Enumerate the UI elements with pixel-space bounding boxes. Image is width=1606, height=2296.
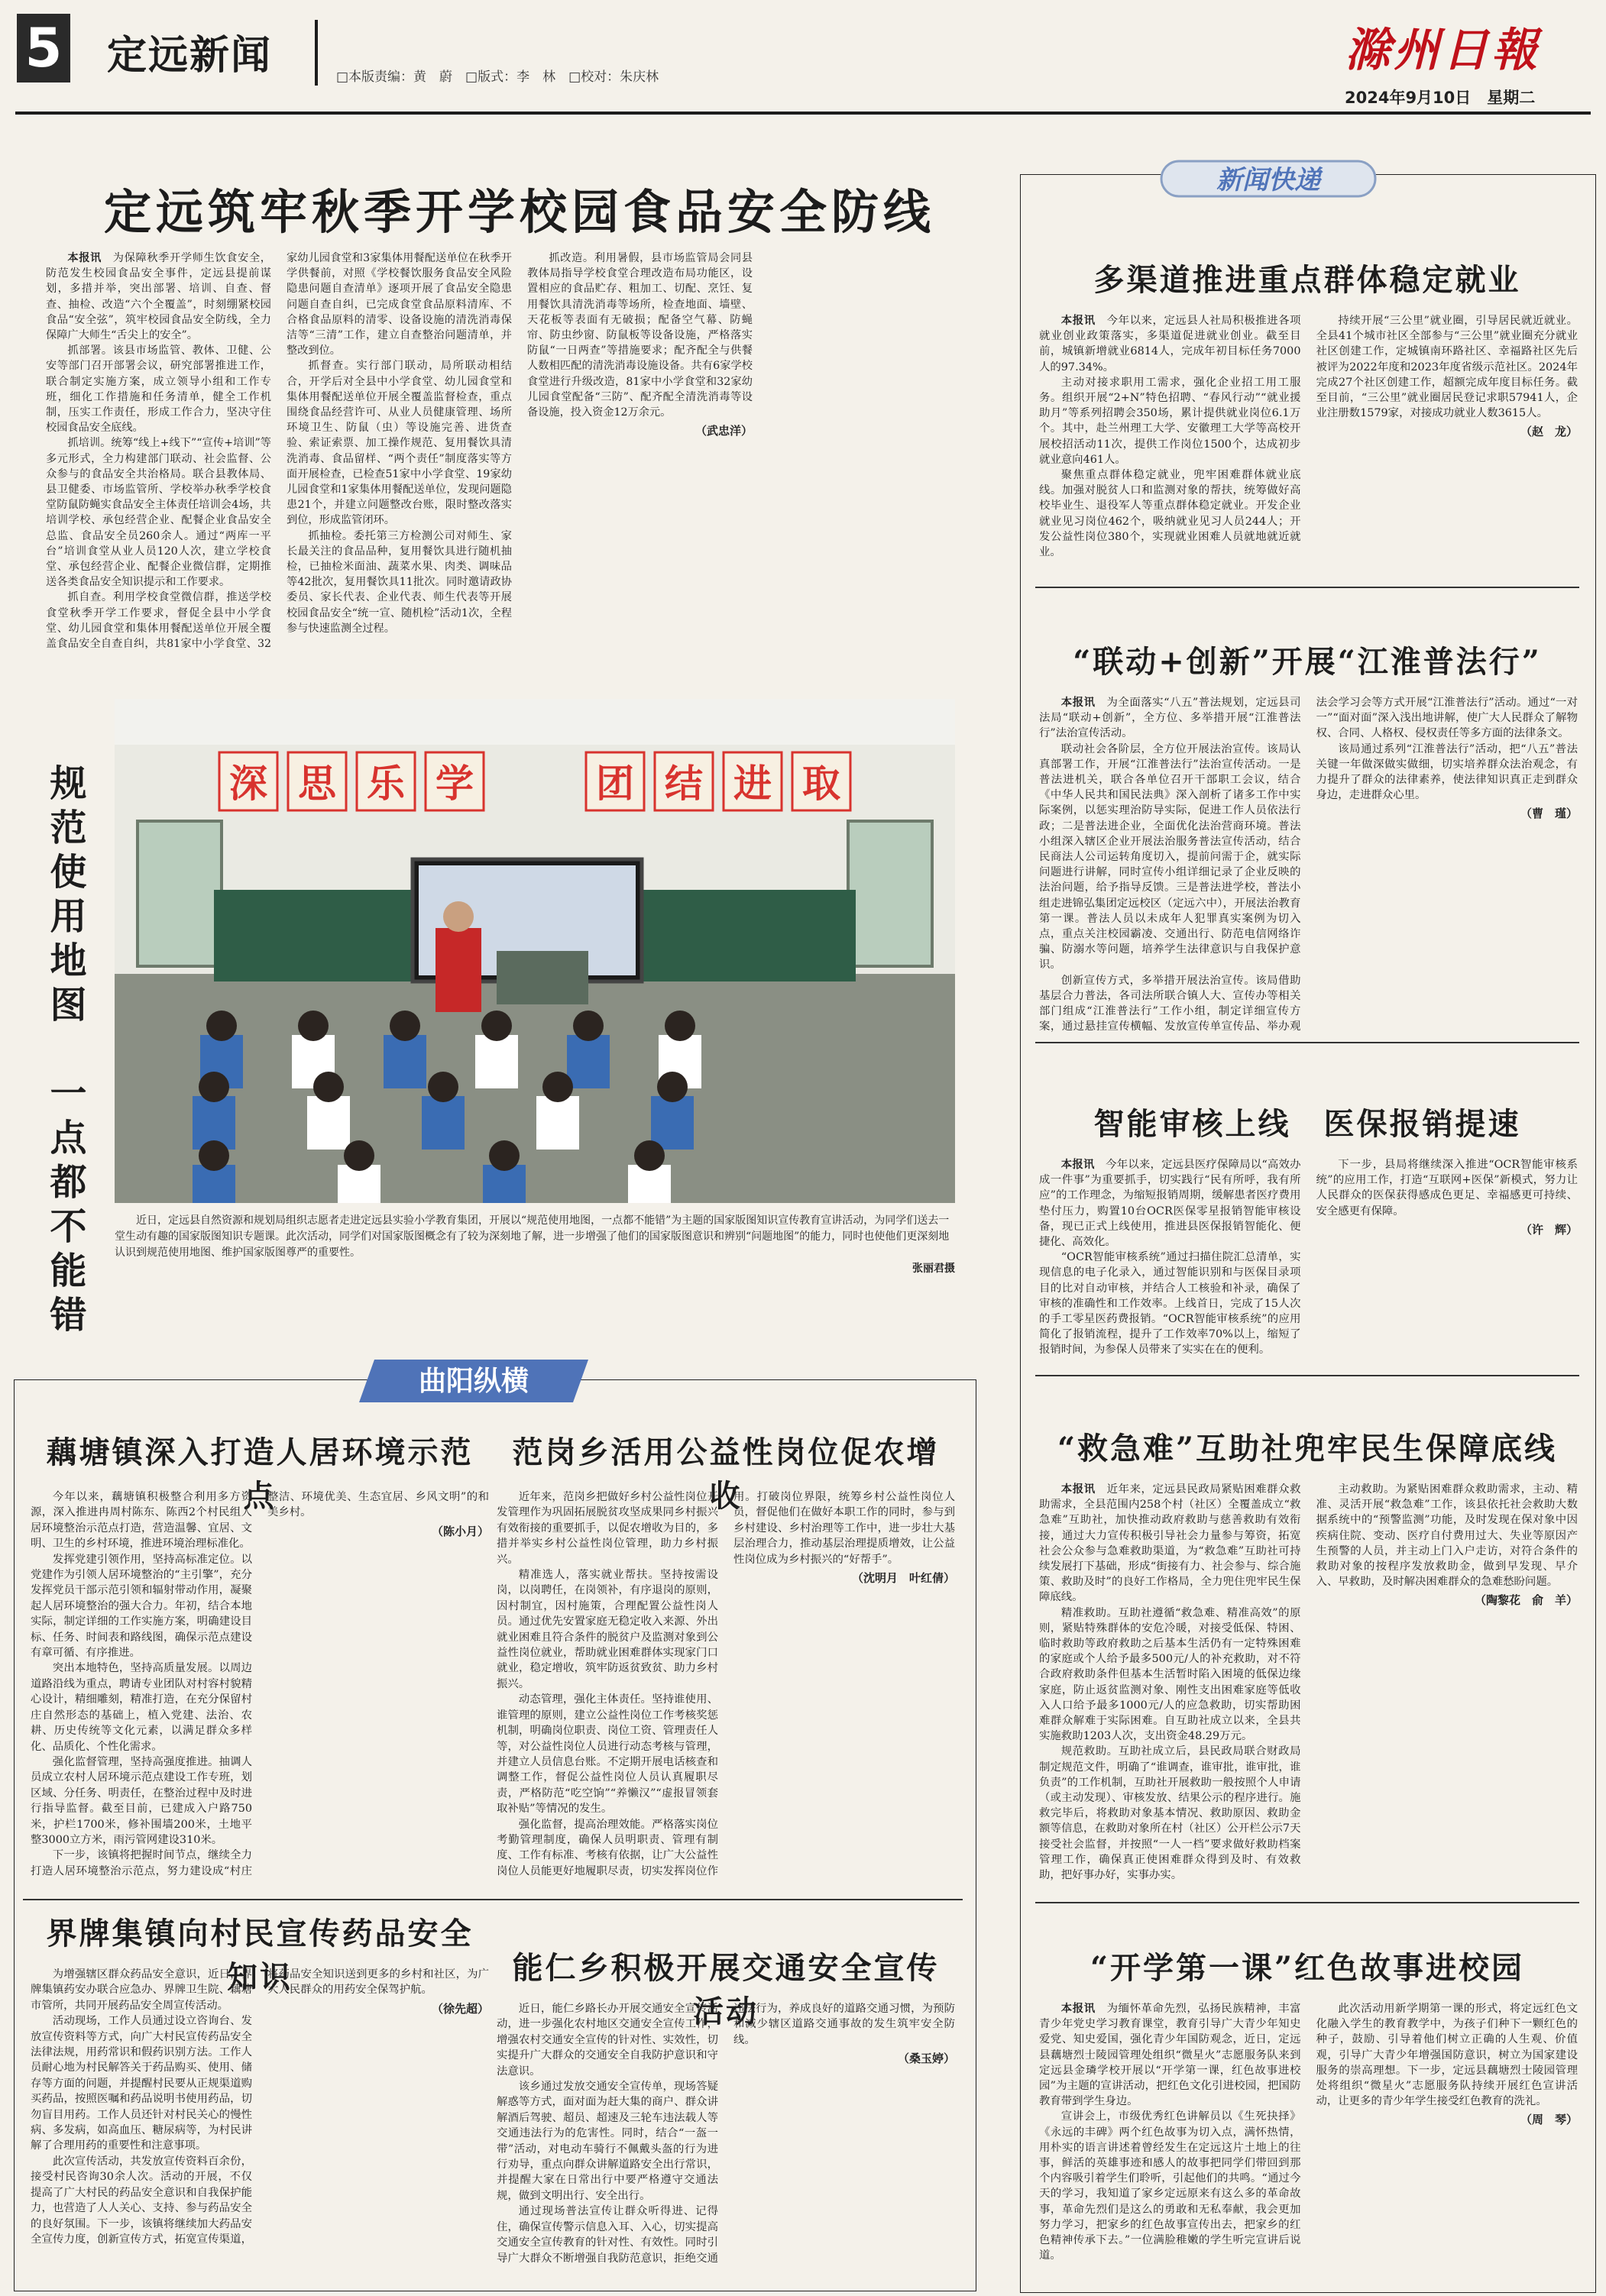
banner-character: 团: [596, 761, 634, 806]
student-figure: [307, 1096, 350, 1150]
quyang-article-2-body: 近年来，范岗乡把做好乡村公益性岗位开发管理作为巩固拓展脱贫攻坚成果同乡村振兴有效衔接的重要抓手，以促农增收为目的，多措并举实乡村公益性岗位管理，助力乡村振兴。 精准选人，落实就业帮扶。坚持按需设岗，以岗聘任，在岗领补，有序退岗的原则，因村制宜，因村施策，合理配置公益性岗人员。通过优先安置家庭无稳定收入来源、外出就业困难且符合条件的脱贫户及监测对象到公益性岗位就业，帮助就业困难群体实现家门口就业，稳定增收，筑牢防返贫致贫、助力乡村振兴。 动态管理，强化主体责任。坚持谁使用、谁管理的原则，建立公益性岗位工作考核奖惩机制，明确岗位职责、岗位工资、管理责任人等，对公益性岗位人员进行动态考核与管理，并建立人员信息台账。不定期开展电话核查和调整工作，督促公益性岗位人员认真履职尽责，严格防范“吃空饷”“养懒汉”“虚报冒领套取补贴”等情况的发生。 强化监督，提高治理效能。严格落实岗位考勤管理制度，确保人员明职责、管理有制度、工作有标准、考核有依据，让广大公益性岗位人员能更好地履职尽责，切实发挥岗位作用。打破岗位界限，统筹乡村公益性岗位人员，督促他们在做好本职工作的同时，参与到乡村建设、乡村治理等工作中，进一步壮大基层治理合力，推动基层治理提质增效，让公益性岗位成为乡村振兴的“好帮手”。 （沈明月 叶红倩）: [497, 1491, 955, 1877]
nf-divider-4: [1035, 1902, 1579, 1903]
student-head: [199, 1140, 229, 1171]
student-head: [206, 1011, 237, 1041]
student-figure: [384, 1035, 426, 1088]
student-head: [428, 1072, 458, 1102]
quyang-article-2-byline: （沈明月 叶红倩）: [851, 1571, 955, 1586]
quyang-article-3-body: 为增强辖区群众药品安全意识，近日，界牌集镇药安办联合应急办、界牌卫生院、藕塘市管所，共同开展药品安全周宣传活动。 活动现场，工作人员通过设立咨询台、发放宣传资料等方式，向广大村民宣传药品安全法律法规，用药常识和假药识别方法。工作人员耐心地为村民解答关于药品购买、使用、储存等方面的问题，并提醒村民要从正规渠道购买药品，按照医嘱和药品说明书使用药品，切勿盲目用药。工作人员还针对村民关心的慢性病、多发病，如高血压、糖尿病等，为村民讲解了合理用药的重要性和注意事项。 此次宣传活动，共发放宣传资料百余份，接受村民咨询30余人次。活动的开展，不仅提高了广大村民的药品安全意识和自我保护能力，也营造了人人关心、支持、参与药品安全的良好氛围。下一步，该镇将继续加大药品安全宣传力度，创新宣传方式，拓宽宣传渠道，将药品安全知识送到更多的乡村和社区，为广大人民群众的用药安全保驾护航。 （徐先超）: [31, 1968, 489, 2246]
banner-character: 取: [802, 761, 840, 806]
main-article-p5: 抓督查。实行部门联动，局所联动相结合，开学后对全县中小学食堂、幼儿园食堂和集体用餐配送单位开展全覆盖监督检查，重点围绕食品经营许可、从业人员健康管理、场所环境卫生、防鼠（虫）等设施完善、进货查验、索证索票、加工操作规范、复用餐饮具清洗消毒、食品留样、“两个责任”制度落实等方面开展检查，已检查51家中小学食堂、19家幼儿园食堂和1家集体用餐配送单位，发现问题隐患21个，并建立问题整改台账，限时整改落实到位，形成监管闭环。: [287, 360, 512, 527]
student-head: [542, 1072, 573, 1102]
student-head: [489, 1140, 520, 1171]
banner-character: 深: [229, 761, 267, 806]
student-figure: [651, 1096, 694, 1150]
quyang-article-2-title: 范岗乡活用公益性岗位促农增收: [512, 1434, 940, 1514]
page-number: 5: [17, 14, 70, 82]
student-figure: [475, 1035, 518, 1088]
masthead-rule: [15, 112, 1591, 115]
student-head: [665, 1011, 695, 1041]
main-article-p3: 抓培训。统筹“线上+线下”“宣传+培训”等多元形式，全力构建部门联动、社会监督、公众参与的食品安全共治格局。联合县教体局、县卫健委、市场监管所、学校举办秋季学校食堂防鼠防蝇实食品安全主体责任培训会4场，共培训学校、承包经营企业、配餐企业食品安全总监、食品安全员260余人。通过“两库一平台”培训食堂从业人员120人次，建立学校食堂、承包经营企业、配餐企业微信群，定期推送各类食品安全知识提示和工作要求。: [46, 437, 271, 589]
banner-character: 进: [733, 761, 772, 806]
student-figure: [422, 1096, 465, 1150]
banner-character: 思: [298, 761, 336, 806]
nf-article-3-body: 本报讯 今年以来，定远县医疗保障局以“高效办成一件事”为重要抓手，切实践行“民有所呼，我有所应”的工作理念，为缩短报销周期，缓解患者医疗费用垫付压力，购置10台OCR医保零星报销智能审核设备，现已正式上线使用，推进县医保报销智能化、便捷化、高效化。 “OCR智能审核系统”通过扫描住院汇总清单，实现信息的电子化录入，通过智能识别和与医保目录项目的比对自动审核，并结合人工核验和补录，确保了审核的准确性和工作效率。上线首日，完成了15人次的手工零星医药费报销。“OCR智能审核系统”的应用简化了报销流程，提升了工作效率70%以上，缩短了报销时间，为参保人员带来了实实在在的便利。 下一步，县局将继续深入推进“OCR智能审核系统”的应用工作，打造“互联网+医保”新模式，努力让人民群众的医保获得感成色更足、幸福感更可持续、安全感更有保障。 （许 辉）: [1039, 1159, 1578, 1357]
nf-article-2-title: “联动+创新”开展“江淮普法行”: [1073, 644, 1542, 680]
photo-feature-title: 规范使用地图 一点都不能错: [44, 764, 86, 1340]
main-article-p2: 抓部署。该县市场监管、教体、卫健、公安等部门召开部署会议，研究部署推进工作，联合制定实施方案，成立领导小组和工作专班，细化工作措施和任务清单，健全工作机制，压实工作责任，形成工作合力，坚决守住校园食品安全底线。: [46, 344, 271, 435]
nf-article-5-title: “开学第一课”红色故事进校园: [1090, 1950, 1524, 1986]
main-article-byline: （武忠洋）: [695, 424, 753, 438]
nf-article-4-title: “救急难”互助社兜牢民生保障底线: [1057, 1431, 1557, 1467]
nf-article-3-title: 智能审核上线 医保报销提速: [1093, 1106, 1521, 1142]
student-head: [657, 1072, 688, 1102]
main-article-p4: 抓自查。利用学校食堂微信群，推送学校食堂秋季开学工作要求，督促全县中小学食堂、幼儿园食堂和集体用餐配送单位开展全覆盖食品安全自查自纠，共81家中小学食堂、32家幼儿园食堂和3家集体用餐配送单位在秋季开学供餐前，对照《学校餐饮服务食品安全风险隐患问题自查清单》逐项开展了食品安全隐患问题自查自纠，已完成食堂食品原料清库、不合格食品原料的清零、设备设施的清洗消毒保洁等“三清”工作，建立自查整治问题清单，并整改到位。: [46, 252, 512, 651]
news-flash-badge: [1154, 157, 1383, 201]
student-head: [344, 1140, 374, 1171]
editor-credits: □本版责编：黄 蔚 □版式：李 林 □校对：朱庆林: [336, 70, 659, 85]
student-head: [481, 1011, 512, 1041]
quyang-article-3-byline: （徐先超）: [431, 2001, 489, 2016]
student-figure: [567, 1035, 610, 1088]
student-head: [573, 1011, 604, 1041]
banner-character: 乐: [367, 761, 405, 806]
photo-credit: 张丽君摄: [912, 1263, 955, 1275]
photo-caption-text: 近日，定远县自然资源和规划局组织志愿者走进定远县实验小学教育集团，开展以“规范使用地图，一点都不能错”为主题的国家版图知识宣传教育宣讲活动，为同学们送去一堂生动有趣的国家版图知识专题课。此次活动，同学们对国家版图概念有了较为深刻地了解，进一步增强了他们的国家版图意识和辨别“问题地图”的能力，同时也使他们更深刻地认识到规范使用地图、维护国家版图尊严的重要性。: [115, 1214, 950, 1259]
nf-article-5-byline: （周 琴）: [1520, 2113, 1578, 2127]
nf-article-5-body: 本报讯 为缅怀革命先烈，弘扬民族精神，丰富青少年党史学习教育课堂，教育引导广大青少年知史爱党、知史爱国，强化青少年国防观念，近日，定远县藕塘烈士陵园管理处组织“微星火”志愿服务队来到定远县金璘学校开展以“开学第一课，红色故事进校园”为主题的宣讲活动，把红色文化引进校园，把国防教育带到学生身边。 宣讲会上，市级优秀红色讲解员以《生死抉择》《永远的丰碑》两个红色故事为切入点，满怀热情，用朴实的语言讲述着曾经发生在定远这片土地上的往事，鲜活的英雄事迹和感人的故事把同学们带回到那个内容吸引着学生们聆听，引起他们的共鸣。“通过今天的学习，我知道了家乡定远原来有这么多的革命故事，革命先烈们是这么的勇敢和无私奉献，我会更加努力学习，把家乡的红色故事宣传出去，把家乡的红色精神传承下去。”一位满脸稚嫩的学生听完宣讲后说道。 此次活动用新学期第一课的形式，将定远红色文化融入学生的教育教学中，为孩子们种下一颗红色的种子，鼓励、引导着他们树立正确的人生观、价值观，引导广大青少年增强国防意识，树立为国家建设服务的崇高理想。下一步，定远县藕塘烈士陵园管理处将组织“微星火”志愿服务队持续开展红色宣讲活动，让更多的青少年学生接受红色教育的洗礼。 （周 琴）: [1039, 2003, 1578, 2262]
quyang-article-4-byline: （桑玉婷）: [897, 2052, 955, 2066]
photo-caption: [115, 1213, 955, 1277]
main-article-title: 定远筑牢秋季开学校园食品安全防线: [103, 184, 935, 240]
quyang-article-4-body: 近日，能仁乡路长办开展交通安全宣传活动，进一步强化农村地区交通安全宣传工作，增强农村交通安全宣传的针对性、实效性，切实提升广大群众的交通安全自我防护意识和守法意识。 该乡通过发放交通安全宣传单，现场答疑解惑等方式，面对面为赶大集的商户、群众讲解酒后驾驶、超员、超速及三轮车违法载人等交通违法行为的危害性。同时，结合“一盔一带”活动，对电动车骑行不佩戴头盔的行为进行劝导，重点向群众讲解道路安全出行常识，并提醒大家在日常出行中要严格遵守交通法规，做到文明出行、安全出行。 通过现场普法宣传让群众听得进、记得住，确保宣传警示信息入耳、入心，切实提高交通安全宣传教育的针对性、有效性。同时引导广大群众不断增强自我防范意识，拒绝交通违法行为，养成良好的道路交通习惯，为预防和减少辖区道路交通事故的发生筑牢安全防线。 （桑玉婷）: [497, 2003, 955, 2265]
classroom-photo-illustration: [115, 699, 955, 1203]
main-article-p6: 抓抽检。委托第三方检测公司对师生、家长最关注的食品品种，复用餐饮具进行随机抽检，已抽检米面油、蔬菜水果、肉类、调味品等42批次，复用餐饮具11批次。同时邀请政协委员、家长代表、企业代表、师生代表等开展校园食品安全“统一宣、随机检”活动1次，全程参与快速监测全过程。: [287, 529, 512, 635]
quyang-article-1-title: 藕塘镇深入打造人居环境示范点: [46, 1434, 474, 1514]
nf-article-1-body: 本报讯 今年以来，定远县人社局积极推进各项就业创业政策落实，多渠道促进就业创业。截至目前，城镇新增就业6814人，完成年初目标任务7000人的97.34%。 主动对接求职用工需求，强化企业招工用工服务。组织开展“2+N”特色招聘、“春风行动”“就业援助月”等系列招聘会350场，累计提供就业岗位6.1万个。其中，赴兰州理工大学、安徽理工大学等高校开展校招活动11次，提供工作岗位1500个，达成初步就业意向461人。 聚焦重点群体稳定就业，兜牢困难群体就业底线。加强对脱贫人口和监测对象的帮扶，统筹做好高校毕业生、退役军人等重点群体稳定就业。开发企业就业见习岗位462个，吸纳就业见习人员244人；开发公益性岗位380个，实现就业困难人员就地就近就业。 持续开展“三公里”就业圈，引导居民就近就业。全县41个城市社区全部参与“三公里”就业圈充分就业社区创建工作，定城镇南环路社区、幸福路社区先后被评为2022年度和2023年度省级示范社区。2024年完成27个社区创建工作，超额完成年度目标任务。截至目前，“三公里”就业圈居民登记求职57941人，企业注册数1579家，对接成功就业人数3615人。 （赵 龙）: [1039, 315, 1578, 559]
nf-article-1-title: 多渠道推进重点群体稳定就业: [1093, 262, 1521, 298]
nf-article-2-body: 本报讯 为全面落实“八五”普法规划，定远县司法局“联动+创新”，全方位、多举措开展“江淮普法行”法治宣传活动。 联动社会各阶层，全方位开展法治宣传。该局认真部署工作，开展“江淮普法行”法治宣传活动。一是普法进机关，联合各单位召开干部职工会议，结合《中华人民共和国民法典》深入剖析了诸多工作中实际案例，以惩实理治防导实际，促进工作人员依法行政；二是普法进企业，全面优化法治营商环境。普法小组深入辖区企业开展法治服务普法宣传活动，结合民商法人公司运转角度切入，提前问需于企，就实际问题进行讲解，同时宣传小组详细记录了企业反映的法治问题，给予指导反馈。三是普法进学校，普法小组走进锦弘集团定远校区（定远六中），开展法治教育第一课。普法人员以未成年人犯罪真实案例为切入点，重点关注校园霸凌、交通出行、防范电信网络诈骗、防溺水等问题，培养学生法律意识与自我保护意识。 创新宣传方式，多举措开展法治宣传。该局借助基层合力普法，各司法所联合镇人大、宣传办等相关部门组成“江淮普法行”工作小组，制定详细宣传方案，通过悬挂宣传横幅、发放宣传单宣传品、举办观法会学习会等方式开展“江淮普法行”活动。通过“一对一”“面对面”深入浅出地讲解，使广大人民群众了解物权、合同、人格权、侵权责任等多方面的法律条文。 该局通过系列“江淮普法行”活动，把“八五”普法关键一年做深做实做细，切实培养群众法治观念，有力提升了群众的法律素养，使法律知识真正走到群众身边，走进群众心里。 （曹 瑾）: [1039, 697, 1578, 1033]
issue-date: 2024年9月10日 星期二: [1345, 89, 1536, 107]
nf-article-3-byline: （许 辉）: [1520, 1222, 1578, 1237]
nf-divider-3: [1035, 1375, 1579, 1376]
svg-text:曲阳纵横: 曲阳纵横: [418, 1365, 529, 1397]
nf-article-4-byline: （陶黎花 俞 羊）: [1474, 1593, 1578, 1608]
masthead-divider: [315, 20, 318, 86]
nf-article-2-byline: （曹 瑾）: [1520, 807, 1578, 821]
quyang-divider: [23, 1899, 963, 1900]
quyang-article-1-body: 今年以来，藕塘镇积极整合利用多方资源，深入推进冉周村陈东、陈西2个村民组人居环境整治示范点打造，营造温馨、宜居、文明、卫生的乡村环境，推进环境治理标准化。 发挥党建引领作用，坚持高标准定位。以党建作为引领人居环境整治的“主引擎”，充分发挥党员干部示范引领和辐射带动作用，凝聚起人居环境整治的强大合力。年初，结合本地实际，制定详细的工作实施方案，明确建设目标、任务、时间表和路线图，确保示范点建设有章可循、有序推进。 突出本地特色，坚持高质量发展。以周边道路沿线为重点，聘请专业团队对村容村貌精心设计，精细雕刻，精准打造，在充分保留村庄自然形态的基础上，植入党建、法治、农耕、历史传统等文化元素，以满足群众多样化、品质化、个性化需求。 强化监督管理，坚持高强度推进。抽调人员成立农村人居环境示范点建设工作专班，划区域、分任务、明责任，在整治过程中及时进行指导监督。截至目前，已建成入户路750米，护栏1700米，修补围墙200米，土地平整3000立方米，雨污管网建设310米。 下一步，该镇将把握时间节点，继续全力打造人居环境整治示范点，努力建设成“村庄整洁、环境优美、生态宜居、乡风文明”的和美乡村。 （陈小月）: [31, 1491, 489, 1877]
main-article-p1: 本报讯 为保障秋季开学师生饮食安全，防范发生校园食品安全事件，定远县提前谋划，多措并举，突出部署、培训、自查、督查、抽检、改造“六个全覆盖”，时刻绷紧校园食品“安全弦”，筑牢校园食品安全防线，全力保障广大师生“舌尖上的安全”。: [46, 252, 271, 342]
newspaper-logo: 滁州日報: [1345, 24, 1540, 77]
nf-divider-1: [1035, 587, 1579, 588]
student-head: [313, 1072, 344, 1102]
svg-text:新闻快递: 新闻快递: [1216, 165, 1320, 196]
quyang-article-1-byline: （陈小月）: [431, 1524, 489, 1538]
nf-article-1-byline: （赵 龙）: [1520, 425, 1578, 439]
nf-article-4-body: 本报讯 近年来，定远县民政局紧贴困难群众救助需求，全县范围内258个村（社区）全覆盖成立“救急难”互助社，加快推动政府救助与慈善救助有效衔接，通过大力宣传积极引导社会力量参与筹资，拓宽社会公众参与急难救助渠道，为“救急难”互助社可持续发展打下基础，形成“街接有力、社会参与、综合施策、救助及时”的良好工作格局，全力兜住兜牢民生保障底线。 精准救助。互助社遵循“救急难、精准高效”的原则，紧贴特殊群体的安危冷暖，对接受低保、特困、临时救助等政府救助之后基本生活仍有一定特殊困难的家庭或个人给予最多500元/人的补充救助，对不符合政府救助条件但基本生活暂时陷入困境的低保边缘家庭，防止返贫监测对象、刚性支出困难家庭等低收入人口给予最多1000元/人的应急救助，切实帮助困难群众解难于实际困难。自互助社成立以来，全县共实施救助1203人次，支出资金48.29万元。 规范救助。互助社成立后，县民政局联合财政局制定规范文件，明确了“谁调查，谁审批，谁审批，谁负责”的工作机制，互助社开展救助一般按照个人申请（或主动发现）、审核发放、结果公示的程序进行。施救完毕后，将救助对象基本情况、救助原因、救助金额等信息，在救助对象所在村（社区）公开栏公示7天接受社会监督，并按照“一人一档”要求做好救助档案管理工作，确保真正使困难群众得到及时、有效救助，把好事办好，实事办实。 主动救助。为紧贴困难群众救助需求，主动、精准、灵活开展“救急难”工作，该县依托社会救助大数据系统中的“预警监测”功能，及时发现在保对象中因疾病住院、变动、医疗自付费用过大、失业等原因产生预警的人员，并主动上门入户走访，对符合条件的救助对象的按程序发放救助金，做到早发现、早介入、早救助，及时解决困难群众的急难愁盼问题。 （陶黎花 俞 羊）: [1039, 1483, 1578, 1882]
classroom-photo: [115, 699, 955, 1203]
section-title: 定远新闻: [107, 32, 273, 79]
nf-divider-2: [1035, 1042, 1579, 1043]
student-figure: [536, 1096, 579, 1150]
quyang-badge: [359, 1358, 588, 1404]
student-head: [634, 1140, 665, 1171]
main-article-body: [46, 251, 993, 663]
student-head: [199, 1072, 229, 1102]
quyang-article-4-title: 能仁乡积极开展交通安全宣传活动: [512, 1950, 940, 2029]
quyang-article-3-title: 界牌集镇向村民宣传药品安全知识: [46, 1916, 474, 1995]
banner-character: 学: [435, 761, 474, 806]
student-head: [298, 1011, 329, 1041]
student-head: [390, 1011, 420, 1041]
banner-character: 结: [665, 761, 703, 806]
main-article-p7: 抓改造。利用暑假，县市场监管局会同县教体局指导学校食堂合理改造布局功能区，设置相应的食品贮存、粗加工、切配、烹饪、复用餐饮具清洗消毒等场所，检查地面、墙壁、天花板等表面有无破损；配备空气幕、防蝇帘、防虫纱窗、防鼠板等设备设施，严格落实防鼠“一日两查”等措施要求；配齐配全与供餐人数相匹配的清洗消毒设施设备。共有6家学校食堂进行升级改造，81家中小学食堂和32家幼儿园食堂配备“三防”、配齐配全清洗消毒等设备设施，投入资金12万余元。: [527, 252, 753, 419]
